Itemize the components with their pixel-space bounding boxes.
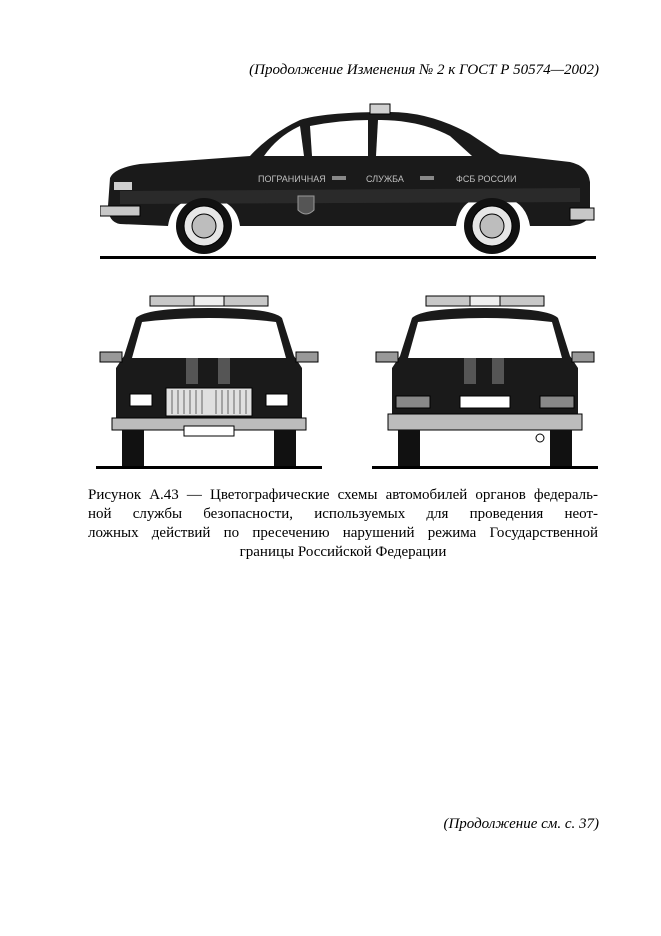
side-label-right: ФСБ РОССИИ [456,174,517,184]
windshield [132,318,286,358]
rear-bumper [570,208,594,220]
car-side-view [100,96,596,268]
caption-line: ложных действий по пресечению нарушений режима Государственной [88,525,598,541]
car-front-view [96,290,322,470]
rear-wheel [464,198,520,254]
license-plate [460,396,510,408]
grille [166,388,252,416]
license-plate [184,426,234,436]
caption-line: границы Российской Федерации [239,544,447,560]
side-label-left: ПОГРАНИЧНАЯ [258,174,326,184]
page-header: (Продолжение Изменения № 2 к ГОСТ Р 50574—2002) [249,62,599,78]
page-footer: (Продолжение см. с. 37) [443,816,599,832]
caption-line: Рисунок А.43 — Цветографические схемы автомобилей органов федераль- [88,487,598,503]
side-label-middle: СЛУЖБА [366,174,404,184]
caption-line: ной службы безопасности, используемых для проведения неот- [88,506,598,522]
roof-beacon [370,104,390,114]
front-door-window [310,120,370,156]
rear-window [408,318,562,358]
ground-line [100,256,596,259]
figure-caption [88,486,598,562]
car-rear-view [372,290,598,470]
front-wheel [176,198,232,254]
rear-bumper [388,414,582,430]
emblem-shield-icon [298,196,314,214]
front-bumper [100,206,140,216]
